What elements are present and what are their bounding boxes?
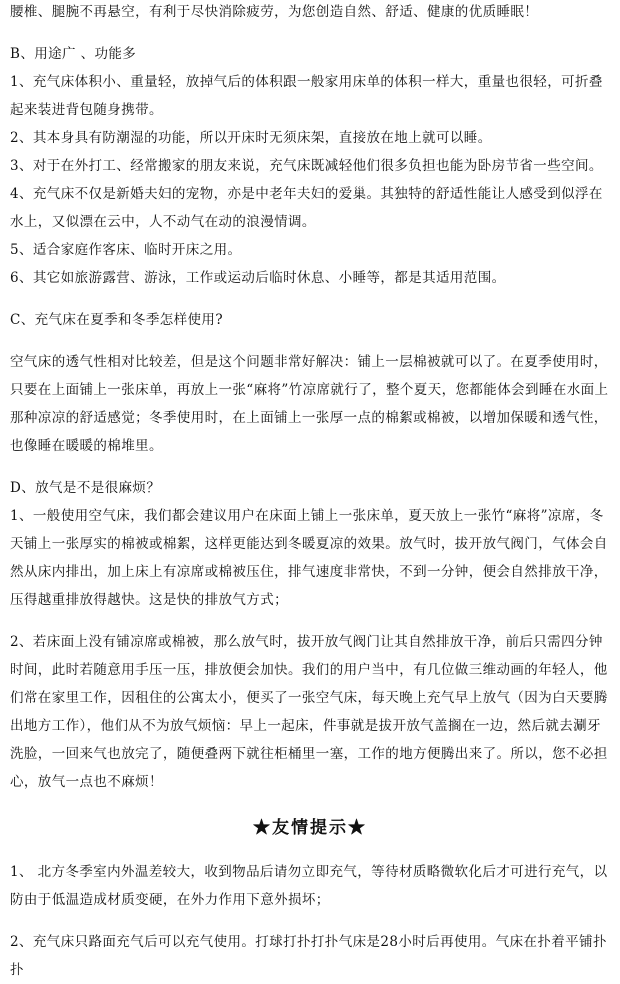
section-b <box>10 40 610 292</box>
section-b-title: B、用途广 、功能多 <box>10 46 137 62</box>
spacer <box>10 460 610 474</box>
notice-section <box>10 858 610 984</box>
spacer <box>10 914 610 928</box>
notice-title: ★友情提示★ <box>253 818 367 838</box>
section-c-title: C、充气床在夏季和冬季怎样使用? <box>10 312 223 328</box>
spacer <box>10 292 610 306</box>
section-d <box>10 474 610 796</box>
spacer <box>10 26 610 40</box>
section-b-item-6: 6、其它如旅游露营、游泳，工作或运动后临时休息、小睡等，都是其适用范围。 <box>10 270 506 286</box>
spacer <box>10 334 610 348</box>
section-d-item-1: 1、一般使用空气床，我们都会建议用户在床面上铺上一张床单，夏天放上一张竹“麻将”凉席，冬天铺上一张厚实的棉被或棉絮，这样更能达到冬暖夏凉的效果。放气时，拔开放气阀门，气体会自然从床内排出，加上床上有凉席或棉被压住，排气速度非常快，不到一分钟，便会自然排放干净，压得越重排放得越快。这是快的排放气方式； <box>10 508 608 608</box>
section-b-item-5: 5、适合家庭作客床、临时开床之用。 <box>10 242 242 258</box>
section-c-body: 空气床的透气性相对比较差，但是这个问题非常好解决：铺上一层棉被就可以了。在夏季使用时，只要在上面铺上一张床单，再放上一张“麻将”竹凉席就行了，整个夏天，您都能体会到睡在水面上那种凉凉的舒适感觉；冬季使用时，在上面铺上一张厚一点的棉絮或棉被，以增加保暖和透气性，也像睡在暖暖的棉堆里。 <box>10 354 609 454</box>
section-b-item-2: 2、其本身具有防潮湿的功能，所以开床时无须床架，直接放在地上就可以睡。 <box>10 130 492 146</box>
intro-tail-text: 腰椎、腿腕不再悬空，有利于尽快消除疲劳，为您创造自然、舒适、健康的优质睡眠！ <box>10 4 539 20</box>
section-d-title: D、放气是不是很麻烦？ <box>10 480 161 496</box>
spacer <box>10 614 610 628</box>
section-b-item-1: 1、充气床体积小、重量轻，放掉气后的体积跟一般家用床单的体积一样大，重量也很轻，可折叠起来装进背包随身携带。 <box>10 74 603 118</box>
section-b-item-3: 3、对于在外打工、经常搬家的朋友来说，充气床既减轻他们很多负担也能为卧房节省一些空间。 <box>10 158 603 174</box>
section-b-item-4: 4、充气床不仅是新婚夫妇的宠物，亦是中老年夫妇的爱巢。其独特的舒适性能让人感受到似浮在水上，又似漂在云中，人不动气在动的浪漫情调。 <box>10 186 603 230</box>
notice-item-2-cut: 2、充气床只路面充气后可以充气使用。打球打扑打扑气床是28小时后再使用。气床在扑着平铺扑扑 <box>10 934 607 978</box>
section-d-item-2: 2、若床面上没有铺凉席或棉被，那么放气时，拔开放气阀门让其自然排放干净，前后只需四分钟时间，此时若随意用手压一压，排放便会加快。我们的用户当中，有几位做三维动画的年轻人，他们常在家里工作，因租住的公寓太小，便买了一张空气床，每天晚上充气早上放气（因为白天要腾出地方工作），他们从不为放气烦恼：早上一起床，件事就是拔开放气盖搁在一边，然后就去涮牙洗脸，一回来气也放完了，随便叠两下就往柜桶里一塞，工作的地方便腾出来了。所以，您不必担心，放气一点也不麻烦！ <box>10 634 608 790</box>
notice-item-1: 1、 北方冬季室内外温差较大，收到物品后请勿立即充气，等待材质略微软化后才可进行充气，以防由于低温造成材质变硬，在外力作用下意外损坏； <box>10 864 608 908</box>
section-c <box>10 306 610 460</box>
